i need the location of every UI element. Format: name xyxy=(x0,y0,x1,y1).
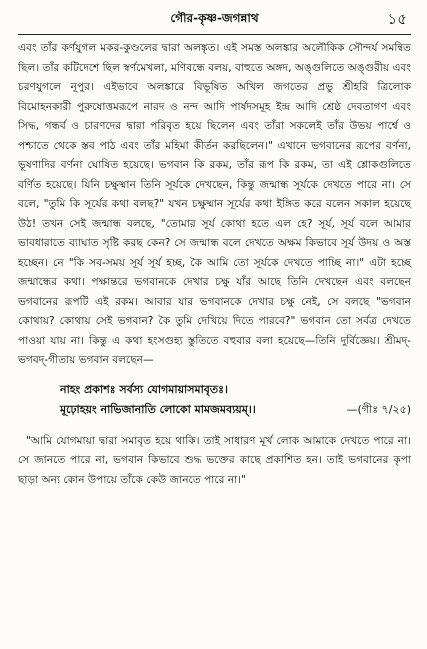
verse-reference: —(গীঃ ৭/২৫) xyxy=(346,402,411,416)
gita-verse xyxy=(18,380,411,420)
verse-line-2-text: মূঢ়োহয়ং নাভিজানাতি লোকো মামজমব্যয়ম্।। xyxy=(60,402,256,416)
running-title: গৌর-কৃষ্ণ-জগন্নাথ xyxy=(170,11,259,25)
page-number: ১৫ xyxy=(387,10,407,28)
body-paragraph: এবং তাঁর কর্ণযুগল মকর-কুণ্ডলের দ্বারা অলঙ্কৃত। এই সমস্ত অলঙ্কার অলৌকিক সৌন্দর্য সমন্বিত ছিল। তাঁর কটিদেশে ছিল স্বর্ণমেখলা, মণিবন্ধে বলয়, বাহুতে অঙ্গদ, অঙ্গুলিতে অঙ্গুরীয় এবং চরণযুগলে নূপুর। এইভাবে অলঙ্কারে বিভূষিত অখিল জগতের প্রভু শ্রীহরি ত্রিলোক বিমোহনকারী পুরুষোত্তমরূপে নারদ ও নন্দ আদি পার্ষদসমূহ ইন্দ্র আদি শ্রেষ্ঠ দেবতাগণ এবং সিদ্ধ, গন্ধর্ব ও চারণদের দ্বারা পরিবৃত হয়ে ছিলেন এবং তাঁরা সকলেই তাঁর উভয় পার্শ্বে ও পশ্চাতে থেকে স্তব পাঠ এবং তাঁর মহিমা কীর্তন করছিলেন।" এখানে ভগবানের রূপের বর্ণনা, ভূষণাদির বর্ণনা ঘোষিত হয়েছে। ভগবান কি রকম, তাঁর রূপ কি রকম, তা এই শ্লোকগুলিতে বর্ণিত হয়েছে। যিনি চক্ষুষ্মান তিনি সূর্যকে দেখছেন, কিন্তু জন্মান্ধ সূর্যকে দেখতে পারে না। সে বলে, "তুমি কি সূর্যের কথা বলছ?" যখন চক্ষুষ্মান সূর্যের কথা ইঙ্গিত করে বলেন সকাল হয়েছে উঠ! তখন সেই জন্মান্ধ বলছে, "তোমার সূর্য কোথা হতে এল হে? সূর্য, সূর্য বলে আমার ভাবধারাতে ব্যাঘাত সৃষ্টি করছ কেন? সে জন্মান্ধ বলে দেখতে অক্ষম কিভাবে সূর্য উদয় ও অস্ত হচ্ছেন। নে "কি সব-সময় সূর্য সূর্য হচ্ছ, কৈ আমি তো সূর্যকে দেখতে পাচ্ছি না।" এটা হচ্ছে জন্মান্ধের কথা। পক্ষান্তরে ভগবানকে দেখার চক্ষু যাঁর আছে তিনি দেখছেন এবং বলছেন ভগবানের রূপটি এই রকম। আবার যার ভগবানকে দেখার চক্ষু নেই, সে বলছে "ভগবান কোথায়? কোথায় সেই ভগবান? কৈ তুমি দেখিয়ে দিতে পারবে?" ভগবান তো সর্বত্র দেখতে পাওয়া যায় না। কিন্তু এ কথা হংসগুহ্য স্তুতিতে বহুবার বলা হয়েছে—তিনি দুর্বিজ্ঞেয়। শ্রীমদ্-ভগবদ্-গীতায় ভগবান বলছেন— xyxy=(18,42,411,366)
verse-translation: "আমি যোগমায়া দ্বারা সমাবৃত হয়ে থাকি। তাই সাধারণ মূর্খ লোক আমাকে দেখতে পারে না। সে জানতে পারে না, ভগবান কিভাবে শুদ্ধ ভক্তের কাছে প্রকাশিত হন। তাই ভগবানের কৃপা ছাড়া অন্য কোন উপায়ে তাঁকে কেউ জানতে পারে না।" xyxy=(18,434,411,486)
verse-line-2 xyxy=(18,400,411,420)
verse-line-1: নাহং প্রকাশঃ সর্বস্য যোগমায়াসমাবৃতঃ। xyxy=(60,382,228,396)
running-head xyxy=(18,0,411,35)
